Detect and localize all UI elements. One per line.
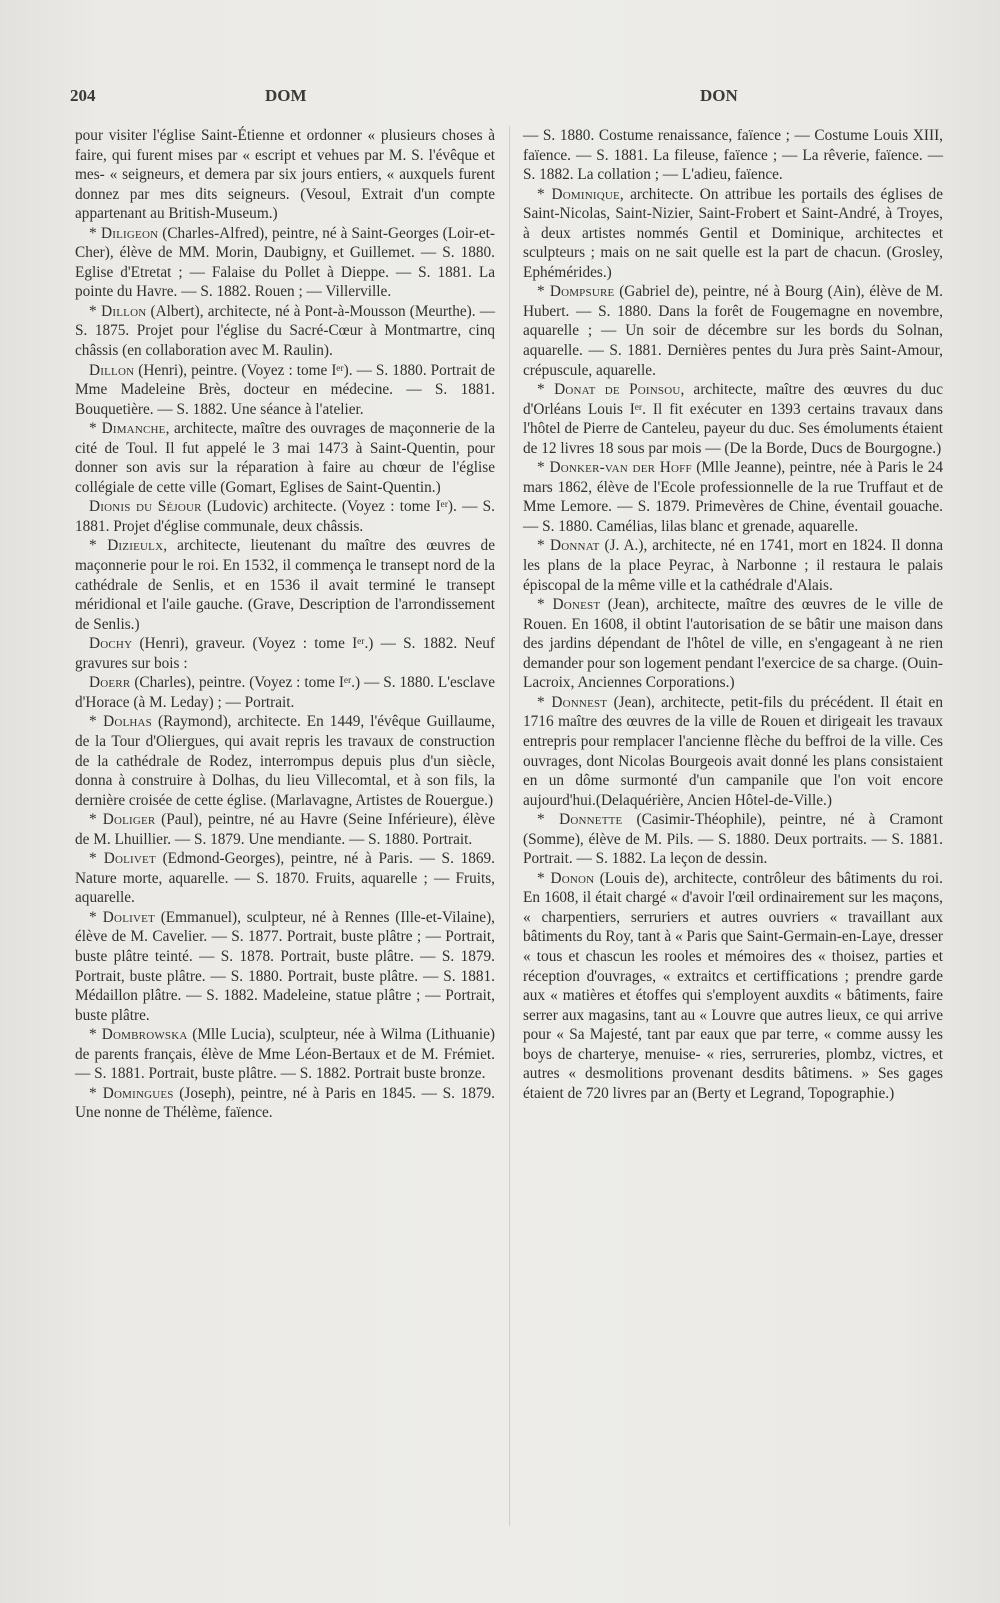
entry-name: * Dolivet — [89, 850, 156, 868]
entry-name: * Doliger — [89, 811, 156, 829]
dictionary-entry — [523, 810, 943, 869]
entry-name: * Dombrowska — [89, 1026, 188, 1044]
entry-name: * Donest — [537, 596, 601, 614]
dictionary-entry — [75, 302, 495, 361]
dictionary-entry — [523, 595, 943, 693]
entry-text: (Raymond), architecte. En 1449, l'évêque Guillaume, de la Tour d'Oliergues, qui avait repris les travaux de construction de la cathédrale de Rodez, interrompus depuis plus d'un siècle, donna à construire à Dolhas, du lieu Villecomtal, et à son fils, la dernière croisée de cette église. (Marlavagne, Artistes de Rouergue.) — [75, 713, 495, 809]
running-head-left: DOM — [265, 86, 307, 105]
entry-text: , architecte. On attribue les portails des églises de Saint-Nicolas, Saint-Nizier, Saint-Frobert et Saint-André, à Troyes, à deux artistes nommés Gentil et Dominique, architectes et sculpteurs ; mais on ne sait quelle est la part de chacun. (Grosley, Ephémérides.) — [523, 185, 943, 281]
dictionary-entry — [75, 908, 495, 1025]
entry-text: (Joseph), peintre, né à Paris en 1845. — S. 1879. Une nonne de Thélème, faïence. — [75, 1084, 495, 1122]
dictionary-entry — [75, 497, 495, 536]
entry-name: * Dolhas — [89, 713, 152, 731]
entry-text: (Albert), architecte, né à Pont-à-Mousson (Meurthe). — S. 1875. Projet pour l'église du Sacré-Cœur à Montmartre, cinq châssis (en collaboration avec M. Raulin). — [75, 302, 496, 360]
entry-text: (Paul), peintre, né au Havre (Seine Inférieure), élève de M. Lhuillier. — S. 1879. Une mendiante. — S. 1880. Portrait. — [75, 811, 495, 848]
entry-text: (Mlle Lucia), sculpteur, née à Wilma (Lithuanie) de parents français, élève de Mme Léon-Bertaux et de M. Frémiet. — S. 1881. Portrait, buste plâtre. — S. 1882. Portrait buste bronze. — [75, 1026, 495, 1083]
entry-name: * Domingues — [89, 1084, 174, 1102]
entry-name: * Donnette — [537, 811, 623, 829]
dictionary-entry — [523, 380, 943, 458]
dictionary-entry — [75, 673, 495, 712]
entry-text: (Jean), architecte, petit-fils du précédent. Il était en 1716 maître des œuvres de la ville de Rouen et dirigeait les travaux entrepris pour remplacer l'ancienne flèche du beffroi de la ville. Ces ouvrages, dont Nicolas Bourgeois avait donné les plans consistaient en un dôme surmonté d'un campanile que l'on voit encore aujourd'hui.(Delaquérière, Ancien Hôtel-de-Ville.) — [523, 693, 943, 809]
entry-name: * Dominique — [537, 185, 620, 203]
page-number: 204 — [70, 86, 96, 105]
entry-name: * Donker-van der Hoff — [537, 459, 692, 477]
entry-name: * Dolivet — [89, 908, 155, 926]
entry-name: Dillon — [89, 361, 135, 379]
dictionary-entry — [75, 419, 495, 497]
entry-name: Doerr — [89, 674, 131, 692]
entry-text: , architecte, maître des ouvrages de maçonnerie de la cité de Toul. Il fut appelé le 3 mai 1473 à Saint-Quentin, pour donner son avis sur la réparation à faire au chœur de l'église collégiale de cette ville (Gomart, Eglises de Saint-Quentin.) — [75, 420, 495, 496]
entry-name: Dochy — [89, 635, 133, 653]
dictionary-entry — [75, 224, 495, 302]
dictionary-entry — [523, 536, 943, 595]
running-head-right: DON — [700, 86, 738, 105]
entry-name: * Dompsure — [537, 283, 615, 301]
dictionary-entry — [523, 458, 943, 536]
column-divider — [509, 126, 510, 1526]
entry-name: * Donon — [537, 869, 595, 887]
dictionary-entry — [523, 869, 943, 1104]
entry-text: (Edmond-Georges), peintre, né à Paris. — S. 1869. Nature morte, aquarelle. — S. 1870. Fruits, aquarelle ; — Fruits, aquarelle. — [75, 850, 495, 907]
dictionary-entry — [523, 693, 943, 810]
dictionary-entry — [75, 712, 495, 810]
entry-text: (Jean), architecte, maître des œuvres de le ville de Rouen. En 1608, il obtint l'autorisation de se bâtir une maison dans des jardins dépendant de l'hôtel de ville, en s'engageant à ne rien demander pour son logement pendant l'exercice de sa charge. (Ouin-Lacroix, Anciennes Corporations.) — [523, 596, 943, 692]
entry-text: (Gabriel de), peintre, né à Bourg (Ain), élève de M. Hubert. — S. 1880. Dans la forêt de Fougemagne en novembre, aquarelle ; — Un soir de décembre sur les bords du Solnan, aquarelle. — S. 1881. Dernières pentes du Jura près Saint-Amour, crépuscule, aquarelle. — [523, 283, 944, 379]
entry-continuation: pour visiter l'église Saint-Étienne et ordonner « plusieurs choses à faire, qui furent mises par « escript et vehues par M. S. l'évêque et mes- « seigneurs, et demera par six jours entiers, « auxquels furent donnez par mes dits seigneurs. (Vesoul, Extrait d'un compte appartenant au British-Museum.) — [75, 127, 495, 223]
dictionary-entry — [75, 536, 495, 634]
dictionary-entry — [75, 810, 495, 849]
entry-text: (Henri), peintre. (Voyez : tome Iᵉʳ). — S. 1880. Portrait de Mme Madeleine Brès, docteur en médecine. — S. 1881. Bouquetière. — S. 1882. Une séance à l'atelier. — [75, 361, 495, 418]
entry-text: (Emmanuel), sculpteur, né à Rennes (Ille-et-Vilaine), élève de M. Cavelier. — S. 1877. Portrait, buste plâtre ; — Portrait, buste plâtre teinté. — S. 1878. Portrait, buste plâtre. — S. 1879. Portrait, buste plâtre. — S. 1880. Portrait, buste plâtre. — S. 1881. Médaillon plâtre. — S. 1882. Madeleine, statue plâtre ; — Portrait, buste plâtre. — [75, 908, 495, 1024]
dictionary-entry — [75, 634, 495, 673]
entry-name: * Dizieulx — [89, 537, 164, 555]
entry-text: (Charles-Alfred), peintre, né à Saint-Georges (Loir-et-Cher), élève de MM. Morin, Daubigny, et Guillemet. — S. 1880. Eglise d'Etretat ; — Falaise du Pollet à Dieppe. — S. 1881. La pointe du Havre. — S. 1882. Rouen ; — Villerville. — [75, 224, 495, 301]
entry-name: * Donnat — [537, 537, 600, 555]
entry-text: (Henri), graveur. (Voyez : tome Iᵉʳ.) — S. 1882. Neuf gravures sur bois : — [75, 635, 495, 672]
dictionary-entry — [523, 282, 943, 380]
dictionary-entry — [75, 1025, 495, 1084]
dictionary-entry — [75, 361, 495, 420]
entry-name: * Diligeon — [89, 224, 159, 242]
entry-continuation: — S. 1880. Costume renaissance, faïence ; — Costume Louis XIII, faïence. — S. 1881. La fileuse, faïence ; — La rêverie, faïence. — S. 1882. La collation ; — L'adieu, faïence. — [523, 127, 943, 184]
entry-name: * Donat de Poinsou — [537, 381, 681, 399]
dictionary-entry — [75, 849, 495, 908]
entry-text: (Ludovic) architecte. (Voyez : tome Iᵉʳ). — S. 1881. Projet d'église communale, deux châssis. — [75, 498, 495, 535]
entry-text: , architecte, lieutenant du maître des œuvres de maçonnerie pour le roi. En 1532, il commença le transept nord de la cathédrale de Senlis, et en 1536 il avait terminé le transept méridional et l'aile gauche. (Grave, Description de l'arrondissement de Senlis.) — [75, 537, 495, 633]
entry-text: (J. A.), architecte, né en 1741, mort en 1824. Il donna les plans de la place Peyrac, à Narbonne ; il restaura le palais épiscopal de la même ville et la cathédrale d'Alais. — [523, 537, 943, 594]
page-header — [70, 86, 950, 112]
left-column — [75, 126, 495, 1123]
entry-text: (Mlle Jeanne), peintre, née à Paris le 24 mars 1862, élève de l'Ecole professionnelle de la rue Truffaut et de Mme Lemore. — S. 1879. Primevères de Chine, éventail gouache. — S. 1880. Camélias, lilas blanc et grenade, aquarelle. — [523, 459, 943, 535]
entry-name: * Dimanche — [89, 420, 166, 438]
entry-text: , architecte, maître des œuvres du duc d'Orléans Louis Iᵉʳ. Il fit exécuter en 1393 certains travaux dans l'hôtel de Pierre de Canteleu, payeur du duc. Ses émoluments étaient de 12 livres 18 sous par mois — (De la Borde, Ducs de Bourgogne.) — [523, 381, 943, 457]
entry-text: (Louis de), architecte, contrôleur des bâtiments du roi. En 1608, il était chargé « d'avoir l'œil ordinairement sur les maçons, « charpentiers, serruriers et autres ouvriers « travaillant aux bâtiments du Roy, tant à « Paris que Saint-Germain-en-Laye, dresser « tous et chascun les rooles et mémoires des « thoisez, parties et réception d'ouvrages, « extraitcs et certiffications ; prendre garde aux « matières et étoffes qui s'employent auxdits « bâtiments, faire serrer aux magasins, tant au « Louvre que autres lieux, ce qui arrive pour « Sa Majesté, tant par eaux que par terre, « comme aussy les boys de charterye, menuise- « ries, serrureries, plombz, victres, et autres « desmolitions provenant desdits bâtimens. » Ses gages étaient de 720 livres par an (Berty et Legrand, Topographie.) — [523, 869, 943, 1102]
right-column — [523, 126, 943, 1103]
entry-name: Dionis du Séjour — [89, 498, 202, 516]
entry-name: * Donnest — [537, 693, 608, 711]
entry-text: (Charles), peintre. (Voyez : tome Iᵉʳ.) — S. 1880. L'esclave d'Horace (à M. Leday) ; — Portrait. — [75, 674, 495, 711]
entry-text: (Casimir-Théophile), peintre, né à Cramont (Somme), élève de M. Pils. — S. 1880. Deux portraits. — S. 1881. Portrait. — S. 1882. La leçon de dessin. — [523, 811, 943, 868]
dictionary-entry — [523, 185, 943, 283]
entry-name: * Dillon — [89, 302, 147, 320]
dictionary-entry — [75, 1084, 495, 1123]
